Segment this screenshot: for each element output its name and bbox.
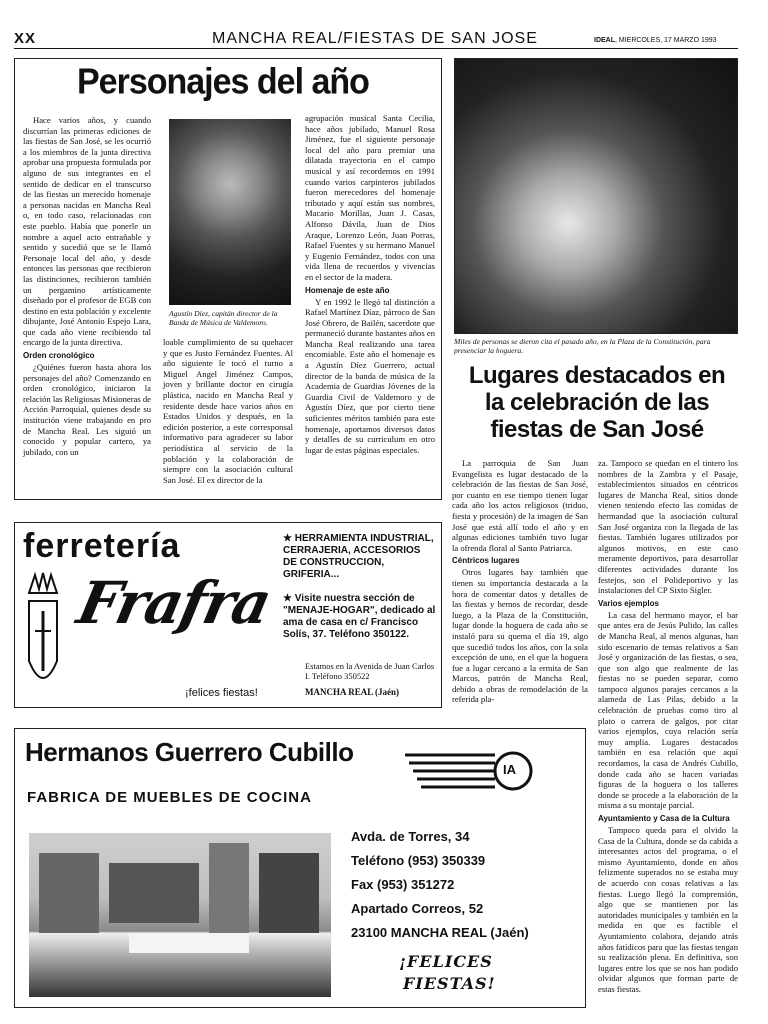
subhead-varios: Varios ejemplos: [598, 598, 659, 608]
header-rule: [14, 48, 738, 49]
publication-name: IDEAL: [594, 37, 615, 44]
page-marker: XX: [14, 30, 37, 47]
paragraph: agrupación musical Santa Cecilia, hace años jubilado, Manuel Rosa Jiménez, fue el siguiente personaje local del año para premiar una dilatada trayectoria en el campo musical y así recordemos en 1991 cuando varios carpinteros jubilados fueron merecedores del homenaje tributado y aquí están sus nombres, Macario Morillas, Juan J. Casas, Alfonso Dávila, Juan de Dios Araque, Lorenzo León, Juan Porras, Rafael Fuentes y su hermano Manuel y Eugenio Fernández, todos con una vida llena de recuerdos y vivencias en el sector de la madera.: [305, 113, 435, 282]
frafra-brand: Frafra: [71, 569, 276, 637]
subhead-ayuntamiento: Ayuntamiento y Casa de la Cultura: [598, 814, 730, 823]
bullet-herramienta: [283, 533, 437, 581]
bullet-text: Visite nuestra sección de "MENAJE-HOGAR", dedicado al ama de casa en c/ Francisco Solís, 37. Teléfono 350122.: [283, 593, 436, 640]
hoguera-caption: Miles de personas se dieron cita el pasado año, en la Plaza de la Constitución, para presenciar la hoguera.: [454, 337, 711, 355]
col1: [23, 115, 151, 457]
headline-personajes: Personajes del año: [77, 62, 369, 102]
pobox-line: Apartado Correos, 52: [351, 901, 484, 916]
headline-line: Lugares destacados en: [468, 362, 726, 389]
section-title: MANCHA REAL/FIESTAS DE SAN JOSE: [212, 30, 538, 47]
headline-line: fiestas de San José: [490, 416, 704, 443]
town-line: 23100 MANCHA REAL (Jaén): [351, 925, 529, 940]
paragraph: ¿Quiénes fueron hasta ahora los personajes del año? Comenzando en orden cronológico, iniciaron la relación las Religiosas Misioneras de Acción Parroquial, quienes desde su institución viene trabajando en pro de Mancha Real. Les siguió un conocido y popular cartero, ya jubilado, con un: [23, 362, 151, 457]
star-icon: ★: [283, 593, 295, 604]
paragraph: Tampoco queda para el olvido la Casa de la Cultura, donde se da cabida a interesantes actos del programa, o el mismo Ayuntamiento, donde en años felizmente superados no se estaba muy de acuerdo con cosas relativas a las fiestas. Luego llegó la comprensión, algo que se mantienen por las autoridades municipales y también en la medida en que es factible el Ayuntamiento colabora, dejando atrás años fatídicos para que las fiestas tengan su realización plena. En definitiva, son lugares entre los que se nos han podido olvidar algunos que forman parte de estas fiestas.: [598, 825, 738, 994]
ia-logo: [405, 745, 555, 795]
col3: [305, 113, 435, 455]
paragraph: loable cumplimiento de su quehacer y que es Justo Fernández Fuentes. Al año siguiente le tocó el turno a Miguel Angel Jiménez Campos, joven y brillante doctor en cirugía plástica, nacido en Mancha Real y residente desde hace varios años en Estados Unidos y después, en la edición posterior, a este corresponsal informativo para agradecer su labor periodística al servicio de la población y la colaboración de siempre con la asociación cultural San José. El ex director de la: [163, 337, 293, 485]
star-icon: ★: [283, 533, 295, 544]
lugares-col1: [452, 458, 588, 705]
muebles-subtitle: FABRICA DE MUEBLES DE COCINA: [27, 789, 312, 806]
muebles-title: Hermanos Guerrero Cubillo: [25, 737, 354, 767]
portrait-caption: Agustín Díez, capitán director de la Banda de Música de Valdemoro.: [169, 309, 278, 327]
slogan: ¡felices fiestas!: [185, 687, 258, 699]
paragraph: Y en 1992 le llegó tal distinción a Rafael Martínez Díaz, párroco de San José Obrero, de Bailén, sacerdote que permaneció durante bastantes años en Mancha Real realizando una tarea encomiable. Este año el homenaje es a Agustín Díez Guerrero, actual director de la banda de música de la Academia de Guardias Jóvenes de la Guardia Civil de Valdemoro y de Agustín Díez, que por cierto tiene suficientes méritos también para este homenaje, aportamos diversos datos y detalles de su curriculum en otro lugar de estas páginas especiales.: [305, 296, 435, 455]
col2: [163, 337, 293, 485]
bullet-text: HERRAMIENTA INDUSTRIAL, CERRAJERIA, ACCESORIOS DE CONSTRUCCION, GRIFERIA...: [283, 533, 434, 580]
paragraph: za. Tampoco se quedan en el tintero los nombres de la Zambra y el Pasaje, establecimientos situados en céntricos lugares de Mancha Real, sitios donde vienen teniendo efecto las comidas de hermandad que la asociación cultural San José organiza con la llegada de las fiestas. También lugares utilizados por algunos motivos, en este caso meramente deportivos, para desarrollar diferentes actividades durante los festejos, son el Polideportivo y las instalaciones del CP Sixto Sigler.: [598, 458, 738, 596]
subhead-centricos: Céntricos lugares: [452, 556, 520, 566]
ferreteria-town: MANCHA REAL (Jaén): [305, 687, 399, 697]
headline-line: la celebración de las: [484, 389, 710, 416]
paragraph: La parroquia de San Juan Evangelista es lugar destacado de la celebración de las fiestas de San José, por cuanto en ese tiempo tienen lugar cada año los actos religiosos (triduo, fiesta y procesión) de la imagen de San José que está allí todo el año y en algunas ediciones también tuvo lugar la ofrenda floral al Santo Patriarca.: [452, 458, 588, 553]
ferreteria-title: ferretería: [23, 527, 181, 565]
felices-fiestas: [399, 951, 496, 995]
portrait-photo: [169, 119, 291, 305]
hoguera-photo: [454, 58, 738, 334]
fiestas-line: FIESTAS!: [403, 974, 496, 993]
address-line: Avda. de Torres, 34: [351, 829, 470, 844]
subhead-homenaje: Homenaje de este año: [305, 285, 390, 295]
ad-muebles: [14, 728, 586, 1008]
paragraph: La casa del hermano mayor, el bar que antes era de Jesús Pulido, las calles de Mancha Real, al menos algunas, han sido escenario de temas relativos a San José y organización de las fiestas, o sea, que son algo que realmente de las fiestas no se pueden separar, como tampoco algunos parajes cercanos a la alameda de Las Pilas, debido a la celebración de pruebas como tiro al plato o carrera de galgos, por citar varios ejemplos, cuya relación sería muy amplia. Lugares destacados también en esa relación que aquí recordamos, la casa de Andrés Cubillo, donde cada año se hacen variadas figuras de la hoguera o los talleres donde se procede a la elaboración de la misma a su montaje parcial.: [598, 609, 738, 811]
phone-line: Teléfono (953) 350339: [351, 853, 486, 868]
contact-lines: [351, 825, 529, 945]
lugares-col2: [598, 458, 738, 995]
ferreteria-address: Estamos en la Avenida de Juan Carlos I. Teléfono 350522: [305, 661, 435, 681]
paragraph: Hace varios años, y cuando discurrían las primeras ediciones de las fiestas de San José, se les ocurrió a los miembros de la junta directiva aprobar una propuesta formulada por alguno de sus integrantes en el sentido de dedicar en el transcurso de las fiestas un merecido homenaje a personas nacidas en Mancha Real o, en todo caso, relacionadas con este pueblo. Había que ponerle un nombre a aquel acto entrañable y sentido y sucedió que se le llamó Personaje local del año, y desde entonces las personas que recibieron las distinciones, recibieron también un pergamino artísticamente diseñado por el profesor de EGB con destino en esta población y excelente dibujante, José Antonio Espejo Lara, que cada año viene recibiendo tal encargo de la junta directiva.: [23, 115, 151, 348]
felices-line: ¡FELICES: [399, 952, 493, 971]
headline-lugares: [452, 362, 742, 443]
ad-ferreteria: [14, 522, 442, 708]
kitchen-photo: [29, 833, 331, 997]
publication-date: IDEAL, MIERCOLES, 17 MARZO 1993: [594, 37, 717, 44]
logo-letters: IA: [503, 762, 516, 777]
fax-line: Fax (953) 351272: [351, 877, 455, 892]
paragraph: Otros lugares hay también que tienen su importancia destacada a la hora de comentar datos y detalles de las fiestas y hemos de recordar, desde luego, a la Plaza de la Constitución, lugar donde la hoguera de cada año se instaló para su quema el día 19, algo que sucedió todos los años, con la sola excepción de uno, en el que la hoguera fue a lugar cercano a la ermita de San Marcos, patrón de Mancha Real, debido a obras de remodelación de la referida pla-: [452, 567, 588, 705]
crown-shield-logo: [25, 571, 61, 697]
subhead-cronologico: Orden cronológico: [23, 351, 95, 361]
bullet-menaje: [283, 593, 437, 641]
article-personajes: [14, 58, 442, 500]
date: MIERCOLES, 17 MARZO 1993: [618, 37, 717, 44]
